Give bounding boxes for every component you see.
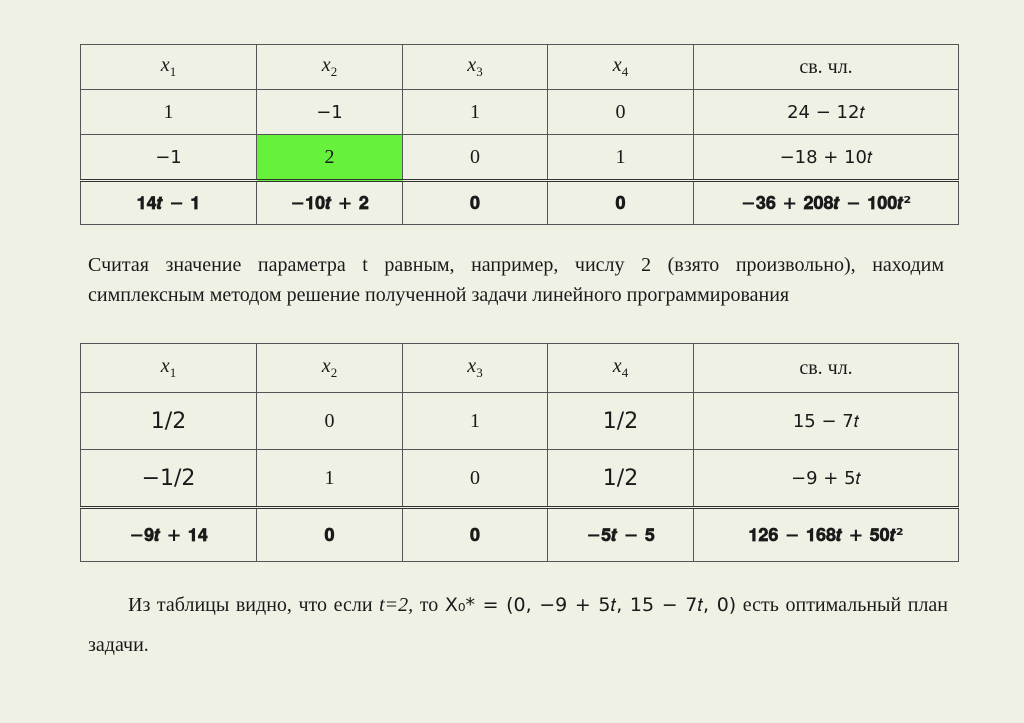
optimal-plan-formula: X₀* = (0, −9 + 5𝑡, 15 − 7𝑡, 0) <box>444 594 737 616</box>
header-x4: $x_4$ <box>548 344 694 393</box>
header-x2: $x_2$ <box>257 45 403 90</box>
paragraph-2-lead: Из таблицы видно, что если <box>128 594 380 616</box>
table-objective-row <box>81 508 959 562</box>
table-cell: −𝟏𝟎𝒕 + 𝟐 <box>257 181 403 225</box>
table-cell: 𝟎 <box>257 508 403 562</box>
table-2-header-row <box>81 344 959 393</box>
table-cell: 1 <box>548 135 694 181</box>
paragraph-2-middle: то <box>413 594 445 616</box>
header-x4: $x_4$ <box>548 45 694 90</box>
table-cell: 24 − 12𝑡 <box>694 90 959 135</box>
table-cell: −1 <box>81 135 257 181</box>
table-cell: 0 <box>257 393 403 450</box>
table-cell: 0 <box>403 450 548 508</box>
table-cell: 1/2 <box>81 393 257 450</box>
table-1 <box>80 44 959 225</box>
table-cell: 1/2 <box>548 450 694 508</box>
header-free-term: св. чл. <box>694 45 959 90</box>
header-x3: $x_3$ <box>403 45 548 90</box>
header-free-term: св. чл. <box>694 344 959 393</box>
header-x2: $x_2$ <box>257 344 403 393</box>
table-cell: 𝟎 <box>403 181 548 225</box>
table-cell: 1/2 <box>548 393 694 450</box>
table-cell: −1/2 <box>81 450 257 508</box>
table-cell: −9 + 5𝑡 <box>694 450 959 508</box>
table-cell: −𝟗𝒕 + 𝟏𝟒 <box>81 508 257 562</box>
table-row <box>81 90 959 135</box>
table-cell: 1 <box>257 450 403 508</box>
table-cell: 1 <box>403 393 548 450</box>
table-1-header-row <box>81 45 959 90</box>
table-cell: 1 <box>81 90 257 135</box>
paragraph-2-t-value: t=2, <box>379 594 414 616</box>
table-row <box>81 450 959 508</box>
table-objective-row <box>81 181 959 225</box>
table-cell: −18 + 10𝑡 <box>694 135 959 181</box>
paragraph-2-tail: есть оптимальный план задачи. <box>88 594 949 656</box>
table-cell: 0 <box>403 135 548 181</box>
header-x1: $x_1$ <box>81 45 257 90</box>
table-cell: −1 <box>257 90 403 135</box>
pivot-cell: 2 <box>257 135 403 181</box>
table-cell: 15 − 7𝑡 <box>694 393 959 450</box>
table-cell: 𝟏𝟐𝟔 − 𝟏𝟔𝟖𝒕 + 𝟓𝟎𝒕² <box>694 508 959 562</box>
table-row <box>81 135 959 181</box>
table-cell: 𝟎 <box>548 181 694 225</box>
table-row <box>81 393 959 450</box>
table-2 <box>80 343 959 562</box>
header-x3: $x_3$ <box>403 344 548 393</box>
table-cell: 𝟎 <box>403 508 548 562</box>
paragraph-1: Считая значение параметра t равным, например, числу 2 (взято произвольно), находим симплексным методом решение полученной задачи линейного программирования <box>88 254 944 306</box>
table-cell: 𝟏𝟒𝒕 − 𝟏 <box>81 181 257 225</box>
table-cell: −𝟓𝒕 − 𝟓 <box>548 508 694 562</box>
paragraph-2 <box>88 585 948 665</box>
table-cell: 0 <box>548 90 694 135</box>
table-cell: −𝟑𝟔 + 𝟐𝟎𝟖𝒕 − 𝟏𝟎𝟎𝒕² <box>694 181 959 225</box>
header-x1: $x_1$ <box>81 344 257 393</box>
table-cell: 1 <box>403 90 548 135</box>
